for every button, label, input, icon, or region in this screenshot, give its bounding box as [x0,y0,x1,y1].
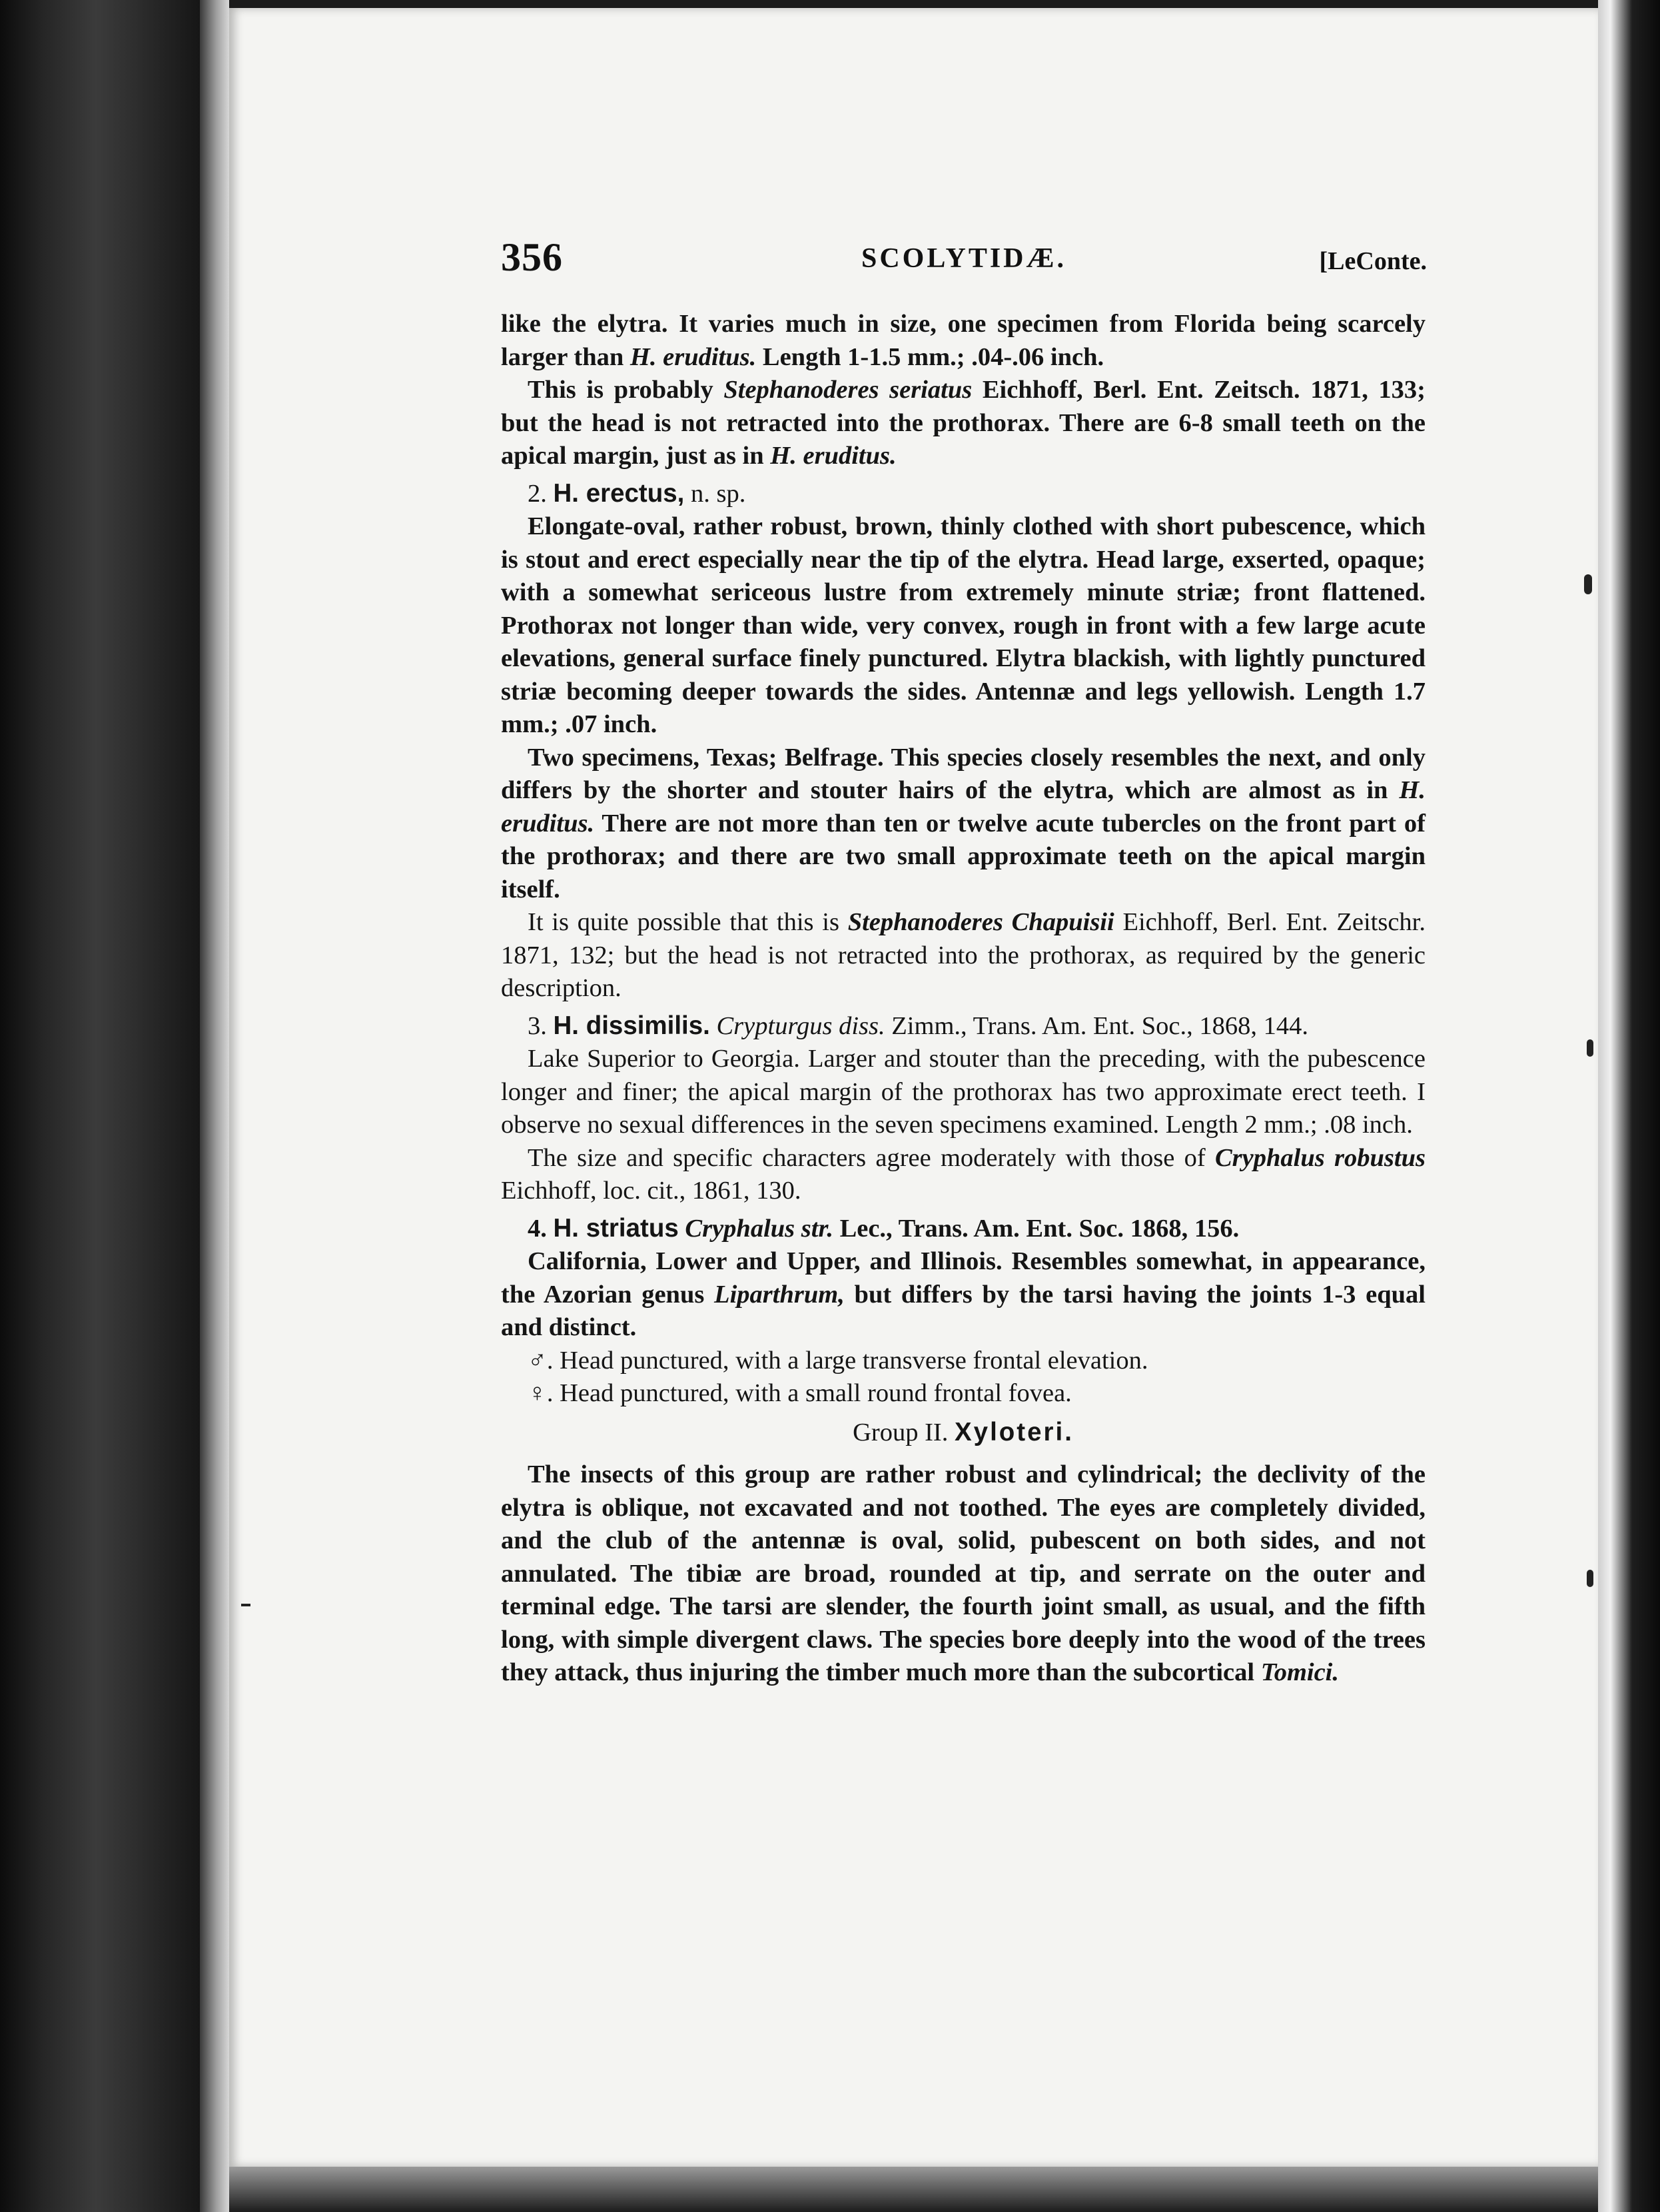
page-number: 356 [501,235,563,279]
page-header [501,235,1427,288]
body-text [501,308,1426,1690]
paragraph: Two specimens, Texas; Belfrage. This species closely resembles the next, and only differs by the shorter and stouter hairs of the elytra, which are almost as in H. eruditus. There are not more than ten or twelve acute tubercles on the front part of the prothorax; and there are two small approximate teeth on the apical margin itself. [501,743,1426,903]
paragraph: It is quite possible that this is Stephanoderes Chapuisii Eichhoff, Berl. Ent. Zeitschr. 1871, 132; but the head is not retracted into the prothorax, as required by the generic description. [501,908,1426,1002]
paragraph: The insects of this group are rather robust and cylindrical; the declivity of the elytra is oblique, not excavated and not toothed. The eyes are completely divided, and the club of the antennæ is oval, solid, pubescent on both sides, and not annulated. The tibiæ are broad, rounded at tip, and serrate on the outer and terminal edge. The tarsi are slender, the fourth joint small, as usual, and the fifth long, with simple divergent claws. The species bore deeply into the wood of the trees they attack, thus injuring the timber much more than the subcortical Tomici. [501,1460,1426,1686]
paragraph: This is probably Stephanoderes seriatus Eichhoff, Berl. Ent. Zeitsch. 1871, 133; but the head is not retracted into the prothorax. There are 6-8 small teeth on the apical margin, just as in H. eruditus. [501,376,1426,470]
paragraph: California, Lower and Upper, and Illinois. Resembles somewhat, in appearance, the Azorian genus Liparthrum, but differs by the tarsi having the joints 1-3 equal and distinct. [501,1247,1426,1341]
margin-tick-mark [241,1604,250,1606]
running-title: SCOLYTIDÆ. [861,243,1067,274]
running-author: [LeConte. [1319,247,1427,275]
right-edge-notch [1584,574,1592,594]
page-bottom-shadow [229,2167,1598,2212]
species-heading: 4. H. striatus Cryphalus str. Lec., Trans. Am. Ent. Soc. 1868, 156. [528,1213,1240,1243]
female-description: ♀. Head punctured, with a small round frontal fovea. [528,1379,1072,1407]
male-description: ♂. Head punctured, with a large transverse frontal elevation. [528,1346,1148,1375]
right-edge-notch [1587,1039,1593,1057]
species-heading: 3. H. dissimilis. Crypturgus diss. Zimm., Trans. Am. Ent. Soc., 1868, 144. [528,1011,1308,1040]
paragraph: Elongate-oval, rather robust, brown, thinly clothed with short pubescence, which is stout and erect especially near the tip of the elytra. Head large, exserted, opaque; with a somewhat sericeous lustre from extremely minute striæ; front flattened. Prothorax not longer than wide, very convex, rough in front with a few large acute elevations, general surface finely punctured. Elytra blackish, with lightly punctured striæ becoming deeper towards the sides. Antennæ and legs yellowish. Length 1.7 mm.; .07 inch. [501,512,1426,738]
group-heading: Group II. Xyloteri. [853,1417,1074,1446]
species-heading: 2. H. erectus, n. sp. [528,478,746,508]
paragraph: The size and specific characters agree moderately with those of Cryphalus robustus Eichhoff, loc. cit., 1861, 130. [501,1143,1426,1205]
paragraph: Lake Superior to Georgia. Larger and stouter than the preceding, with the pubescence longer and finer; the apical margin of the prothorax has two approximate erect teeth. I observe no sexual differences in the seven specimens examined. Length 2 mm.; .08 inch. [501,1045,1426,1139]
page-stack-left-edge [200,0,229,2212]
right-edge-notch [1587,1570,1593,1587]
page-stack-right-edge [1598,0,1660,2212]
book-spine [0,0,200,2212]
paragraph: like the elytra. It varies much in size, one specimen from Florida being scarcely larger than H. eruditus. Length 1-1.5 mm.; .04-.06 inch. [501,310,1426,371]
